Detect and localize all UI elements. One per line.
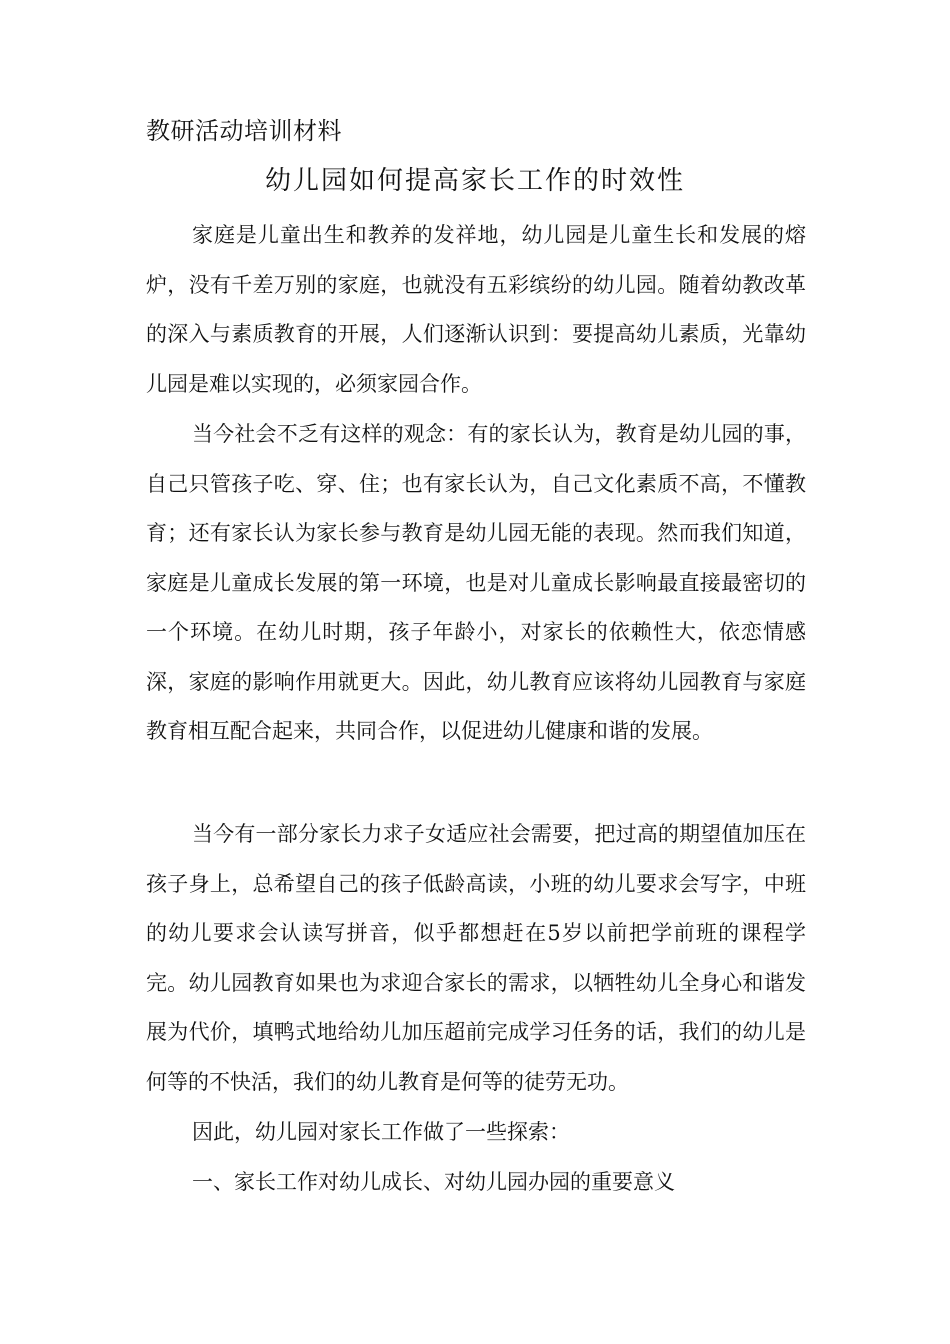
document-label: 教研活动培训材料 xyxy=(146,117,342,145)
paragraph-parent-expectations: 当今有一部分家长力求子女适应社会需要，把过高的期望值加压在孩子身上，总希望自己的孩子低龄高读，小班的幼儿要求会写字，中班的幼儿要求会认读写拼音，似乎都想赶在5岁以前把学前班的课程学完。幼儿园教育如果也为求迎合家长的需求，以牺牲幼儿全身心和谐发展为代价，填鸭式地给幼儿加压超前完成学习任务的话，我们的幼儿是何等的不快活，我们的幼儿教育是何等的徒劳无功。 xyxy=(146,822,806,1094)
paragraph-exploration: 因此，幼儿园对家长工作做了一些探索： xyxy=(192,1120,570,1144)
section-heading-one: 一、家长工作对幼儿成长、对幼儿园办园的重要意义 xyxy=(192,1170,675,1194)
document-title: 幼儿园如何提高家长工作的时效性 xyxy=(264,166,685,196)
paragraph-social-views: 当今社会不乏有这样的观念：有的家长认为，教育是幼儿园的事，自己只管孩子吃、穿、住；也有家长认为，自己文化素质不高，不懂教育；还有家长认为家长参与教育是幼儿园无能的表现。然而我们知道，家庭是儿童成长发展的第一环境，也是对儿童成长影响最直接最密切的一个环境。在幼儿时期，孩子年龄小，对家长的依赖性大，依恋情感深，家庭的影响作用就更大。因此，幼儿教育应该将幼儿园教育与家庭教育相互配合起来，共同合作，以促进幼儿健康和谐的发展。 xyxy=(146,422,806,743)
paragraph-intro: 家庭是儿童出生和教养的发祥地，幼儿园是儿童生长和发展的熔炉，没有千差万别的家庭，也就没有五彩缤纷的幼儿园。随着幼教改革的深入与素质教育的开展，人们逐渐认识到：要提高幼儿素质，光靠幼儿园是难以实现的，必须家园合作。 xyxy=(146,223,806,396)
